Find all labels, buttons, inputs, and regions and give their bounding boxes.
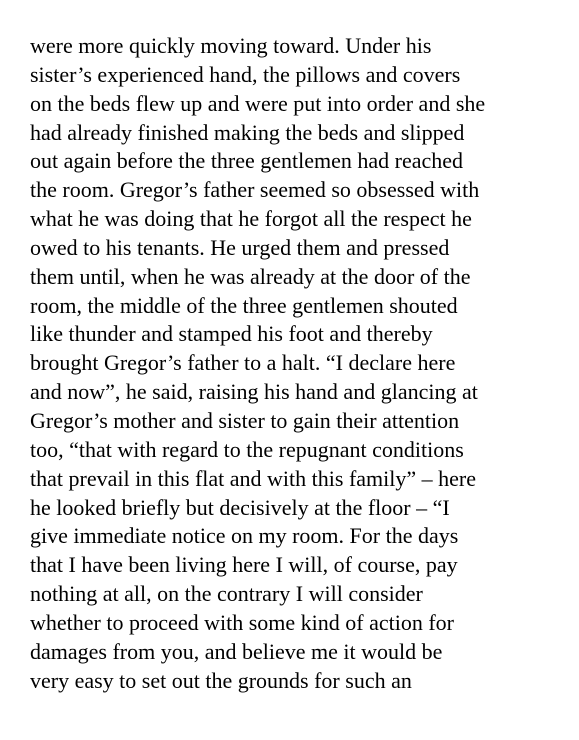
text-line: and now”, he said, raising his hand and glancing at (30, 379, 478, 405)
text-line: that I have been living here I will, of course, pay (30, 552, 458, 578)
text-line: whether to proceed with some kind of action for (30, 609, 454, 635)
text-line: damages from you, and believe me it would be (30, 638, 443, 664)
text-line: very easy to set out the grounds for such an (30, 667, 412, 693)
text-line: them until, when he was already at the door of the (30, 263, 471, 289)
text-line: room, the middle of the three gentlemen shouted (30, 292, 458, 318)
text-line: the room. Gregor’s father seemed so obsessed with (30, 177, 480, 203)
text-line: out again before the three gentlemen had reached (30, 148, 464, 174)
text-line: nothing at all, on the contrary I will consider (30, 581, 423, 607)
text-line: that prevail in this flat and with this family” – here (30, 465, 476, 491)
text-line: sister’s experienced hand, the pillows and covers (30, 61, 461, 87)
text-line: he looked briefly but decisively at the floor – “I (30, 494, 450, 520)
text-line: were more quickly moving toward. Under his (30, 33, 432, 58)
text-line: brought Gregor’s father to a halt. “I declare here (30, 350, 456, 376)
text-line: like thunder and stamped his foot and thereby (30, 321, 433, 347)
text-line: give immediate notice on my room. For the days (30, 523, 459, 549)
document-body (30, 32, 570, 695)
text-line: too, “that with regard to the repugnant conditions (30, 436, 464, 462)
text-line: what he was doing that he forgot all the respect he (30, 206, 472, 232)
text-line: Gregor’s mother and sister to gain their attention (30, 407, 460, 433)
text-line: had already finished making the beds and slipped (30, 119, 465, 145)
text-line: on the beds flew up and were put into order and she (30, 90, 486, 116)
text-line: owed to his tenants. He urged them and pressed (30, 234, 450, 260)
